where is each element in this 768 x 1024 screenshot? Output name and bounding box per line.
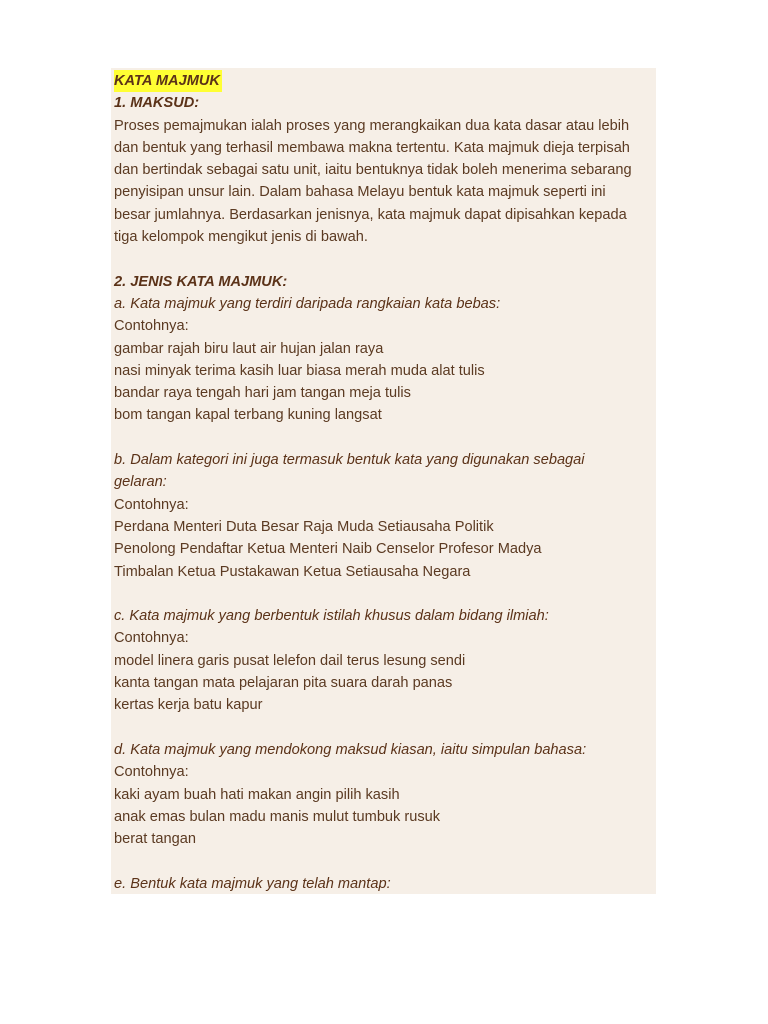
examples-label: Contohnya: bbox=[114, 318, 189, 335]
subsection-b-label: b. Dalam kategori ini juga termasuk bentuk kata yang digunakan sebagai bbox=[114, 452, 585, 469]
subsection-c-label: c. Kata majmuk yang berbentuk istilah khusus dalam bidang ilmiah: bbox=[114, 608, 549, 625]
subsection-e bbox=[114, 873, 654, 895]
document-content bbox=[114, 70, 654, 895]
section-1-heading: 1. MAKSUD: bbox=[114, 95, 200, 112]
example-line: anak emas bulan madu manis mulut tumbuk rusuk bbox=[114, 808, 441, 825]
subsection-d bbox=[114, 739, 654, 850]
example-line: Perdana Menteri Duta Besar Raja Muda Setiausaha Politik bbox=[114, 518, 494, 535]
example-line: kanta tangan mata pelajaran pita suara darah panas bbox=[114, 675, 453, 692]
subsection-a-label: a. Kata majmuk yang terdiri daripada rangkaian kata bebas: bbox=[114, 295, 501, 312]
example-line: berat tangan bbox=[114, 831, 196, 848]
document-title: KATA MAJMUK bbox=[114, 70, 222, 92]
section-1-paragraph bbox=[114, 115, 654, 249]
examples-label: Contohnya: bbox=[114, 496, 189, 513]
example-line: Timbalan Ketua Pustakawan Ketua Setiausaha Negara bbox=[114, 563, 471, 580]
section-2-heading: 2. JENIS KATA MAJMUK: bbox=[114, 273, 288, 290]
example-line: kertas kerja batu kapur bbox=[114, 697, 263, 714]
paragraph-line: Proses pemajmukan ialah proses yang merangkaikan dua kata dasar atau lebih bbox=[114, 117, 630, 134]
subsection-d-label: d. Kata majmuk yang mendokong maksud kiasan, iaitu simpulan bahasa: bbox=[114, 741, 587, 758]
examples-label: Contohnya: bbox=[114, 764, 189, 781]
example-line: gambar rajah biru laut air hujan jalan raya bbox=[114, 340, 384, 357]
example-line: model linera garis pusat lelefon dail terus lesung sendi bbox=[114, 652, 466, 669]
paragraph-line: besar jumlahnya. Berdasarkan jenisnya, kata majmuk dapat dipisahkan kepada bbox=[114, 206, 627, 223]
example-line: Penolong Pendaftar Ketua Menteri Naib Censelor Profesor Madya bbox=[114, 541, 542, 558]
paragraph-line: penyisipan unsur lain. Dalam bahasa Melayu bentuk kata majmuk seperti ini bbox=[114, 184, 606, 201]
subsection-e-label: e. Bentuk kata majmuk yang telah mantap: bbox=[114, 875, 391, 892]
example-line: kaki ayam buah hati makan angin pilih kasih bbox=[114, 786, 400, 803]
subsection-b-label: gelaran: bbox=[114, 474, 167, 491]
subsection-c bbox=[114, 605, 654, 716]
subsection-a bbox=[114, 293, 654, 427]
paragraph-line: dan bertindak sebagai satu unit, iaitu bentuknya tidak boleh menerima sebarang bbox=[114, 162, 632, 179]
paragraph-line: tiga kelompok mengikut jenis di bawah. bbox=[114, 229, 368, 246]
example-line: nasi minyak terima kasih luar biasa merah muda alat tulis bbox=[114, 362, 485, 379]
example-line: bom tangan kapal terbang kuning langsat bbox=[114, 407, 382, 424]
example-line: bandar raya tengah hari jam tangan meja tulis bbox=[114, 385, 411, 402]
subsection-b bbox=[114, 449, 654, 583]
examples-label: Contohnya: bbox=[114, 630, 189, 647]
paragraph-line: dan bentuk yang terhasil membawa makna tertentu. Kata majmuk dieja terpisah bbox=[114, 139, 630, 156]
